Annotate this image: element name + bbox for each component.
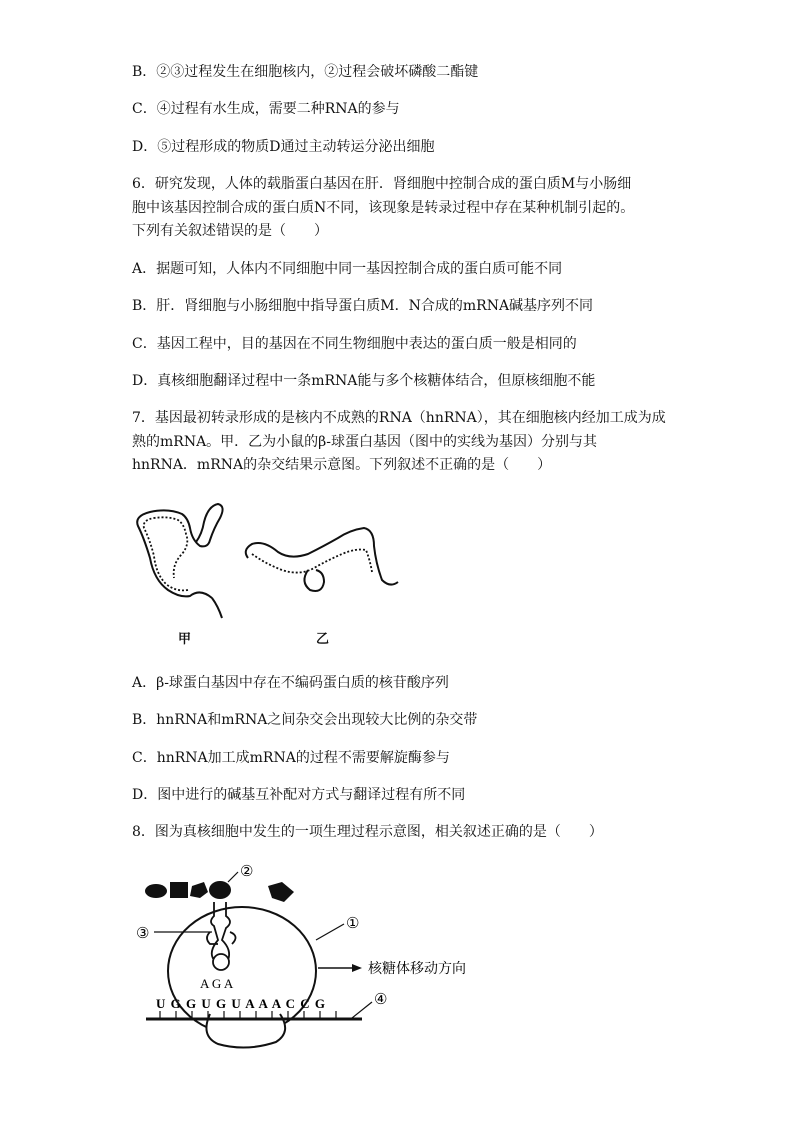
q5-option-b: B．②③过程发生在细胞核内，②过程会破坏磷酸二酯键 — [132, 64, 479, 80]
q7-option-b: B．hnRNA和mRNA之间杂交会出现较大比例的杂交带 — [132, 712, 478, 728]
q6-option-b: B．肝．肾细胞与小肠细胞中指导蛋白质M．N合成的mRNA碱基序列不同 — [132, 298, 594, 314]
figure-a-gene-strand — [137, 504, 222, 618]
figure-a-label: 甲 — [178, 632, 192, 647]
q8-translation-figure — [130, 856, 510, 1056]
figure-b-gene-strand — [246, 528, 398, 585]
q6-option-c: C．基因工程中，目的基因在不同生物细胞中表达的蛋白质一般是相同的 — [132, 336, 577, 352]
q6-stem-line-2: 胞中该基因控制合成的蛋白质N不同，该现象是转录过程中存在某种机制引起的。 — [132, 200, 635, 216]
q7-option-a: A．β-球蛋白基因中存在不编码蛋白质的核苷酸序列 — [132, 675, 449, 691]
figure-b-intron-loop — [304, 570, 324, 591]
free-amino-acid — [268, 882, 294, 902]
q7-option-d: D．图中进行的碱基互补配对方式与翻译过程有所不同 — [132, 787, 466, 803]
amino-acid-3 — [190, 882, 208, 898]
q7-stem-line-2: 熟的mRNA。甲．乙为小鼠的β-球蛋白基因（图中的实线为基因）分别与其 — [132, 434, 597, 450]
label-2: ② — [240, 864, 254, 880]
q6-option-d: D．真核细胞翻译过程中一条mRNA能与多个核糖体结合，但原核细胞不能 — [132, 373, 596, 389]
trna-anticodon-loop — [213, 954, 229, 970]
figure-a-rna-strand — [144, 517, 188, 590]
q5-option-d: D．⑤过程形成的物质D通过主动转运分泌出细胞 — [132, 139, 435, 155]
label-1: ① — [346, 916, 360, 932]
amino-acid-4 — [209, 881, 231, 899]
amino-acid-2 — [170, 882, 188, 898]
q6-stem-line-3: 下列有关叙述错误的是（ ） — [132, 223, 328, 239]
amino-acid-1 — [145, 884, 167, 898]
q6-stem-line-1: 6．研究发现，人体的载脂蛋白基因在肝．肾细胞中控制合成的蛋白质M与小肠细 — [132, 176, 632, 192]
q7-stem-line-1: 7．基因最初转录形成的是核内不成熟的RNA（hnRNA），其在细胞核内经加工成为成 — [132, 410, 666, 426]
q8-stem: 8．图为真核细胞中发生的一项生理过程示意图，相关叙述正确的是（ ） — [132, 824, 603, 840]
mrna-sequence: U G G U G U A A A C C G — [156, 996, 326, 1011]
q7-hybridization-figure — [128, 498, 428, 648]
direction-label: 核糖体移动方向 — [368, 961, 466, 977]
label-4: ④ — [374, 992, 388, 1008]
trna-anticodon: A G A — [200, 976, 234, 991]
figure-b-label: 乙 — [316, 632, 330, 647]
q6-option-a: A．据题可知，人体内不同细胞中同一基因控制合成的蛋白质可能不同 — [132, 261, 563, 277]
q5-option-c: C．④过程有水生成，需要二种RNA的参与 — [132, 101, 400, 117]
label-3: ③ — [136, 926, 150, 942]
q7-option-c: C．hnRNA加工成mRNA的过程不需要解旋酶参与 — [132, 750, 450, 766]
q7-stem-line-3: hnRNA．mRNA的杂交结果示意图。下列叙述不正确的是（ ） — [132, 457, 552, 473]
